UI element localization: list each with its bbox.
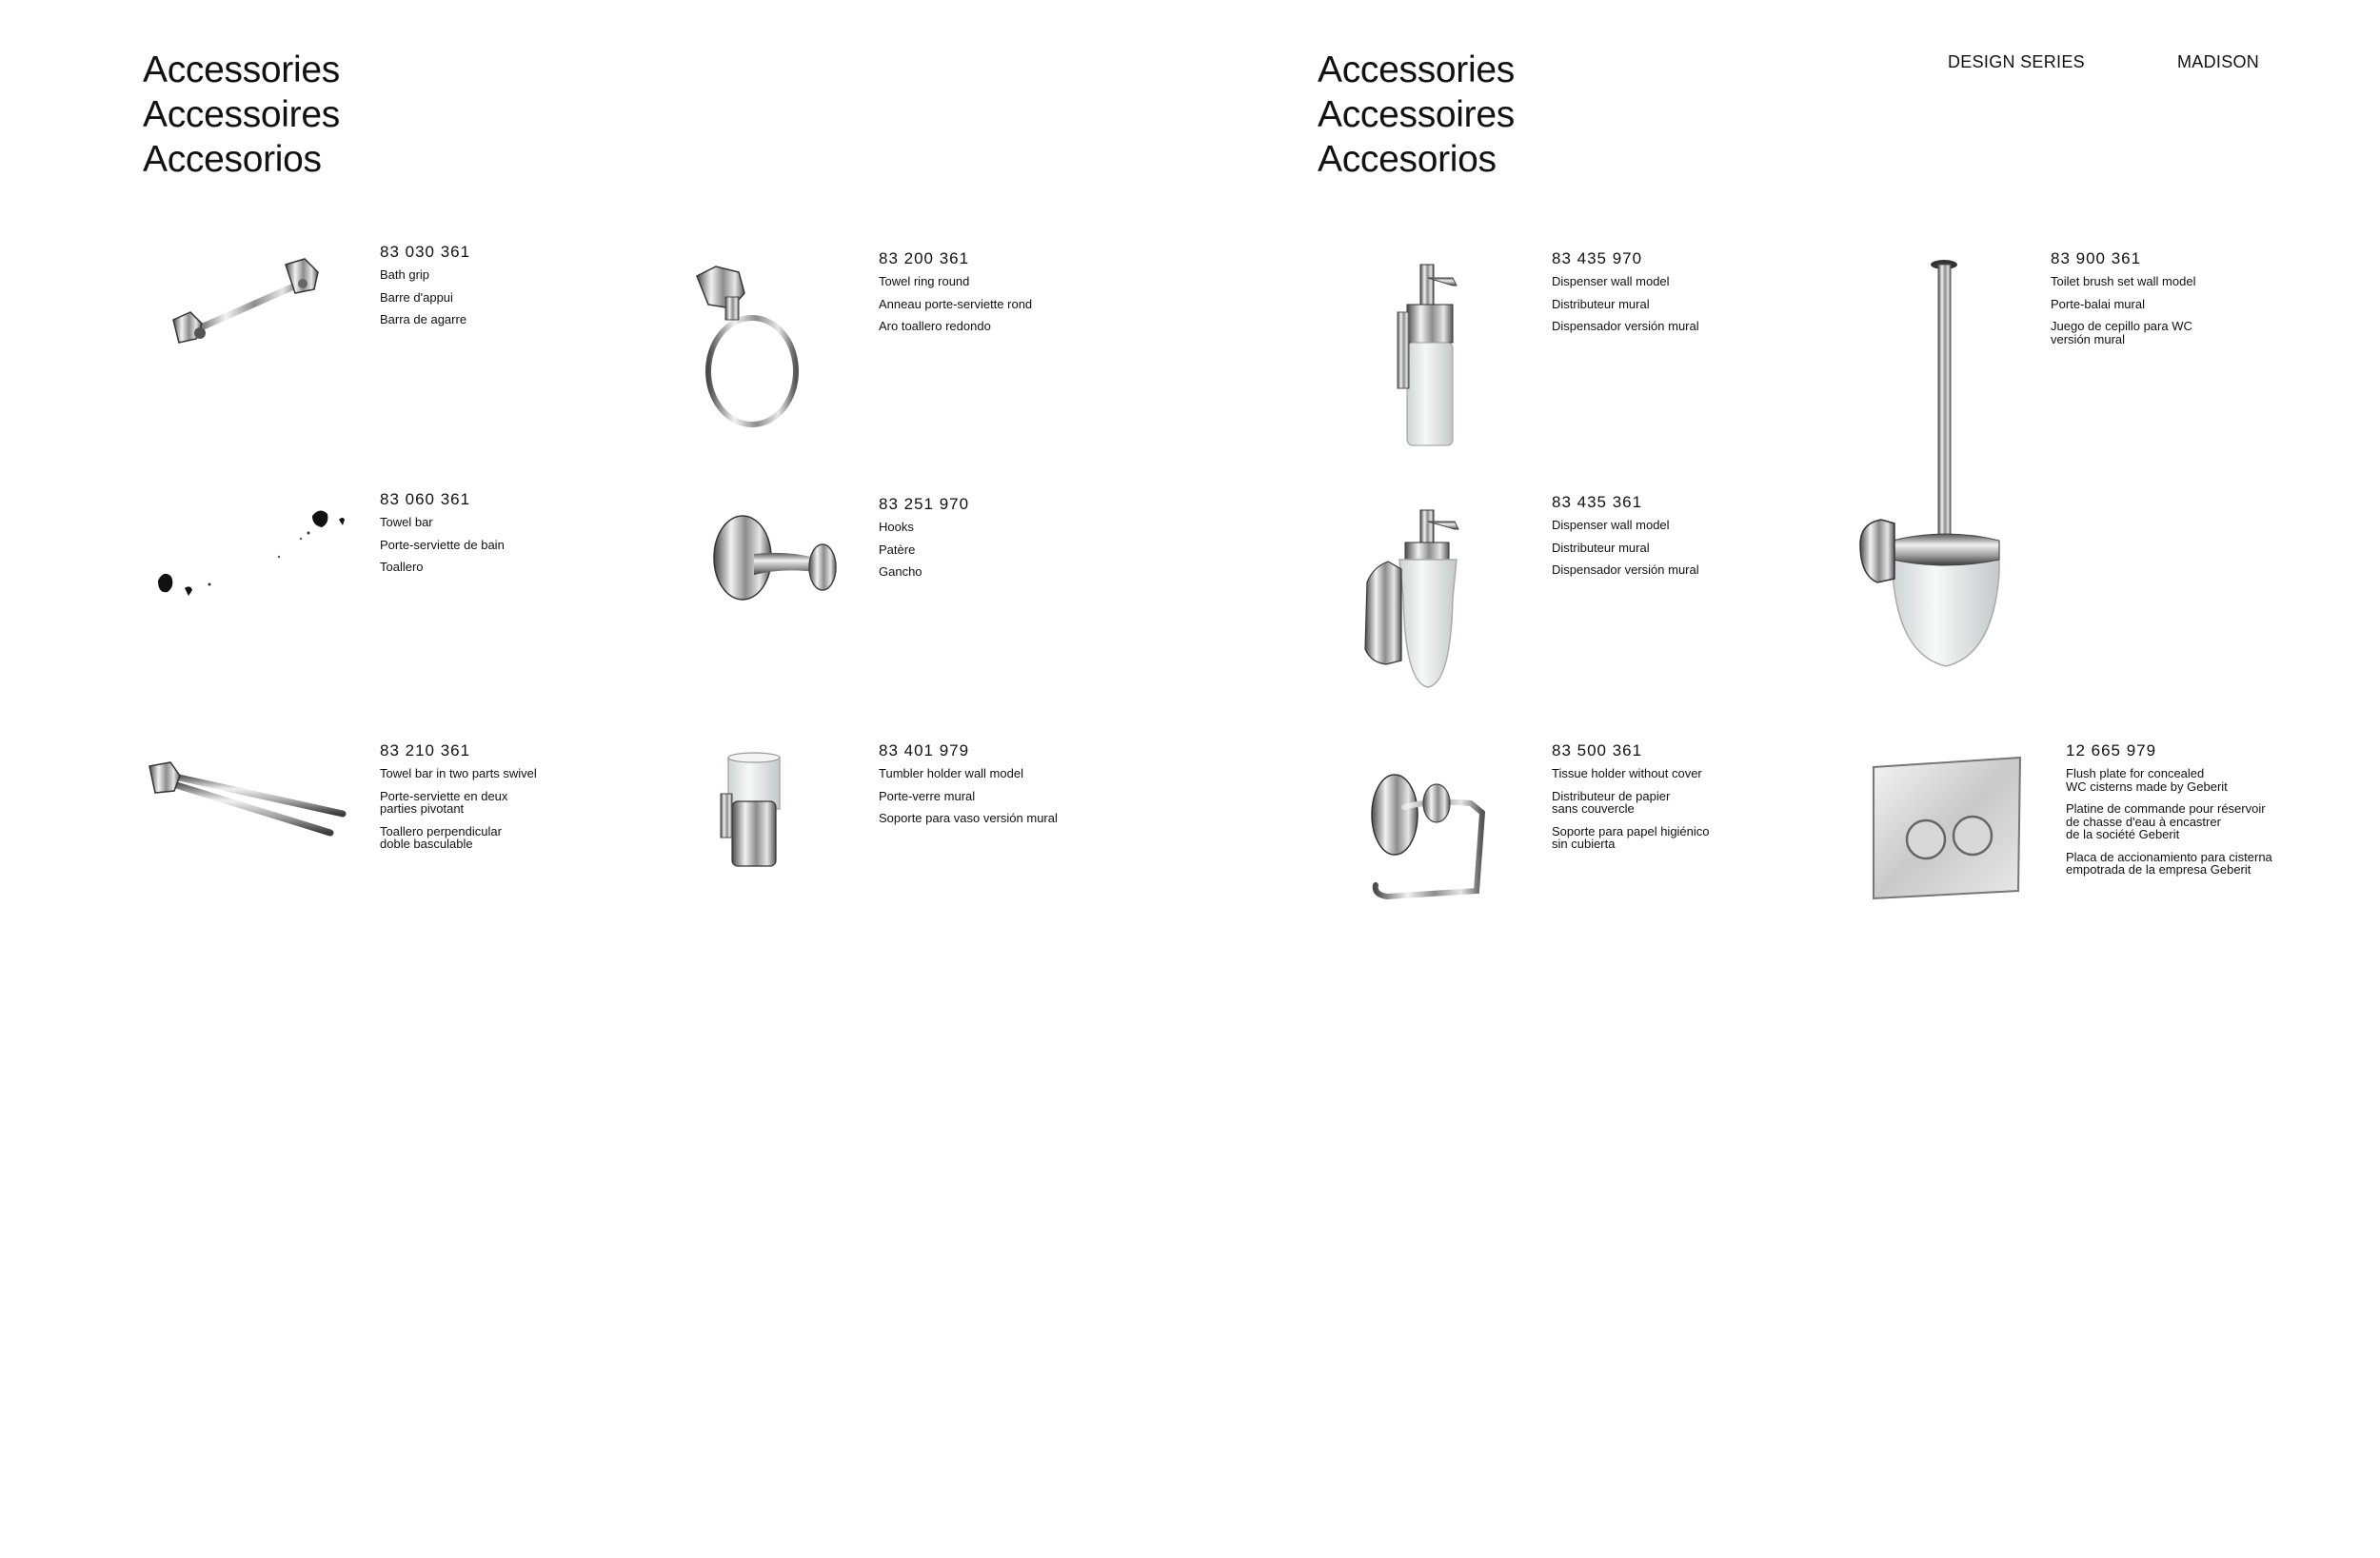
hook-icon bbox=[706, 504, 849, 609]
product-name-fr: Platine de commande pour réservoir de chasse d'eau à encastrer de la société Geberit bbox=[2066, 801, 2266, 841]
design-series-label: DESIGN SERIES bbox=[1948, 52, 2085, 71]
bath-grip-icon bbox=[164, 255, 335, 350]
product-name-fr: Porte-verre mural bbox=[879, 788, 976, 803]
product-name-fr: Distributeur de papier sans couvercle bbox=[1552, 788, 1671, 816]
tissue-holder-icon bbox=[1366, 761, 1499, 904]
product-name-es: Dispensador versión mural bbox=[1552, 562, 1699, 577]
product-name-en: Dispenser wall model bbox=[1552, 274, 1670, 288]
towel-ring-icon bbox=[687, 259, 811, 430]
heading-english: Accessories bbox=[1318, 49, 1515, 90]
product-name-en: Dispenser wall model bbox=[1552, 518, 1670, 532]
product-name-en: Flush plate for concealed WC cisterns made by Geberit bbox=[2066, 766, 2228, 794]
product-code: 83 900 361 bbox=[2051, 249, 2142, 267]
product-name-fr: Distributeur mural bbox=[1552, 540, 1650, 555]
product-name-fr: Patère bbox=[879, 542, 916, 557]
tumbler-holder-icon bbox=[719, 752, 785, 880]
product-name-en: Towel bar bbox=[380, 515, 433, 529]
left-page-heading bbox=[143, 48, 340, 182]
product-name-es: Barra de agarre bbox=[380, 312, 467, 326]
product-name-es: Gancho bbox=[879, 564, 922, 579]
product-code: 83 200 361 bbox=[879, 249, 970, 267]
product-code: 83 500 361 bbox=[1552, 741, 1643, 759]
product-name-es: Dispensador versión mural bbox=[1552, 319, 1699, 333]
heading-french: Accessoires bbox=[1318, 94, 1515, 135]
product-name-fr: Distributeur mural bbox=[1552, 296, 1650, 311]
product-code: 83 435 361 bbox=[1552, 493, 1643, 511]
product-name-es: Soporte para papel higiénico sin cubierta bbox=[1552, 823, 1710, 851]
product-name-en: Towel bar in two parts swivel bbox=[380, 766, 537, 780]
toilet-brush-icon bbox=[1856, 259, 2004, 678]
right-page-heading bbox=[1318, 48, 1515, 182]
product-name-es: Placa de accionamiento para cisterna empotrada de la empresa Geberit bbox=[2066, 849, 2272, 877]
product-name-es: Aro toallero redondo bbox=[879, 319, 991, 333]
product-name-en: Hooks bbox=[879, 520, 914, 534]
product-name-en: Tissue holder without cover bbox=[1552, 766, 1702, 780]
product-code: 83 030 361 bbox=[380, 243, 471, 261]
product-name-fr: Barre d'appui bbox=[380, 289, 453, 305]
product-name-en: Toilet brush set wall model bbox=[2051, 274, 2196, 288]
product-code: 83 060 361 bbox=[380, 490, 471, 508]
soap-dispenser-icon bbox=[1394, 259, 1470, 454]
product-code: 83 435 970 bbox=[1552, 249, 1643, 267]
product-code: 12 665 979 bbox=[2066, 741, 2157, 759]
product-name-es: Soporte para vaso versión mural bbox=[879, 811, 1058, 825]
heading-spanish: Accesorios bbox=[143, 139, 322, 180]
towel-bar-icon bbox=[150, 504, 369, 609]
heading-english: Accessories bbox=[143, 49, 340, 90]
product-name-fr: Porte-balai mural bbox=[2051, 296, 2145, 311]
product-code: 83 210 361 bbox=[380, 741, 471, 759]
product-name-fr: Anneau porte-serviette rond bbox=[879, 296, 1033, 311]
flush-plate-icon bbox=[1868, 750, 2025, 904]
product-name-es: Juego de cepillo para WC versión mural bbox=[2051, 319, 2192, 346]
frosted-dispenser-icon bbox=[1361, 504, 1476, 695]
product-code: 83 251 970 bbox=[879, 495, 970, 513]
product-name-en: Bath grip bbox=[380, 267, 430, 282]
swivel-towel-bar-icon bbox=[148, 759, 352, 844]
product-name-es: Toallero perpendicular doble basculable bbox=[380, 823, 502, 851]
product-code: 83 401 979 bbox=[879, 741, 970, 759]
series-name: MADISON bbox=[2177, 52, 2260, 71]
heading-spanish: Accesorios bbox=[1318, 139, 1497, 180]
product-name-en: Towel ring round bbox=[879, 274, 970, 288]
product-name-fr: Porte-serviette de bain bbox=[380, 537, 505, 552]
product-name-es: Toallero bbox=[380, 560, 424, 574]
product-name-en: Tumbler holder wall model bbox=[879, 766, 1023, 780]
heading-french: Accessoires bbox=[143, 94, 340, 135]
product-name-fr: Porte-serviette en deux parties pivotant bbox=[380, 788, 508, 816]
